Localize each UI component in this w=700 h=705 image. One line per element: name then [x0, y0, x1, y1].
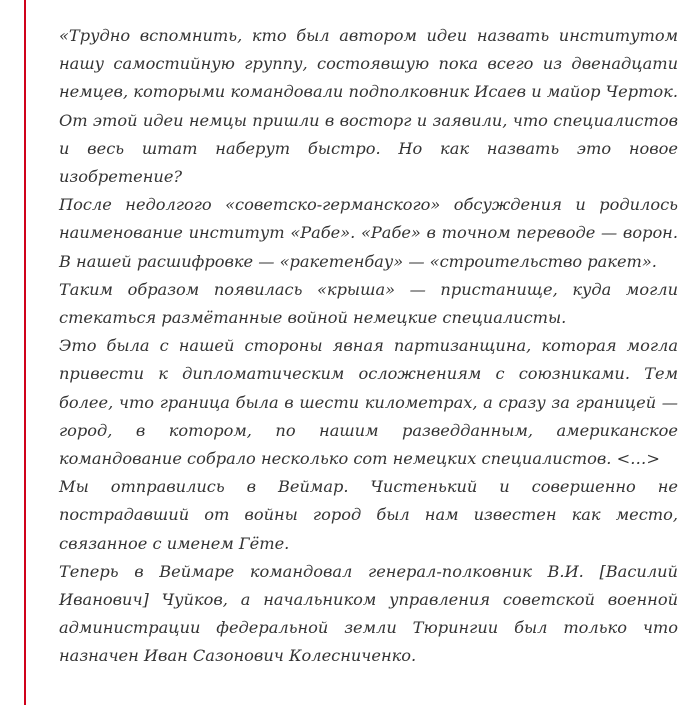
quote-paragraph-3: Таким образом появилась «крыша» — пристанище, куда могли стекаться размётанные войной немецкие специалисты. [59, 279, 678, 328]
quote-paragraph-1: «Трудно вспомнить, кто был автором идеи назвать институтом нашу самостийную группу, состоявшую пока всего из двенадцати немцев, которыми командовали подполковник Исаев и майор Черток. От этой идеи немцы пришли в восторг и заявили, что специалистов и весь штат наберут быстро. Но как назвать это новое изобретение? [59, 26, 678, 187]
quote-paragraph-6: Теперь в Веймаре командовал генерал-полковник В.И. [Василий Иванович] Чуйков, а начальником управления советской военной администрации федеральной земли Тюрингии был только что назначен Иван Сазонович Колесниченко. [59, 561, 678, 666]
blockquote [24, 0, 678, 705]
quote-paragraph-4: Это была с нашей стороны явная партизанщина, которая могла привести к дипломатическим осложнениям с союзниками. Тем более, что граница была в шести километрах, а сразу за границей — город, в котором, по нашим разведданным, американское командование собрало несколько сот немецких специалистов. <…> [59, 336, 678, 469]
quote-paragraph-2: После недолгого «советско-германского» обсуждения и родилось наименование институт «Рабе». «Рабе» в точном переводе — ворон. В нашей расшифровке — «ракетенбау» — «строительство ракет». [59, 195, 678, 271]
quote-paragraph-5: Мы отправились в Веймар. Чистенький и совершенно не пострадавший от войны город был нам известен как место, связанное с именем Гёте. [59, 477, 678, 553]
